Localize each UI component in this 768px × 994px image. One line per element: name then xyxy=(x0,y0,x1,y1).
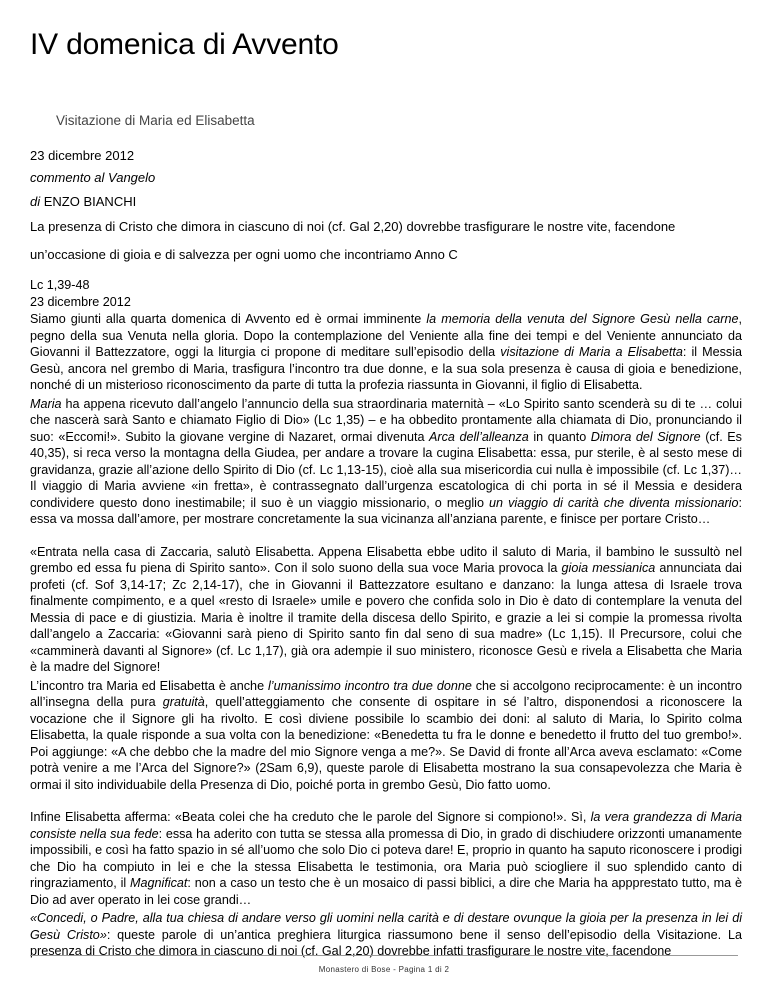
paragraph-6: «Concedi, o Padre, alla tua chiesa di andare verso gli uomini nella carità e di destare ovunque la gioia per la presenza in lei di Gesù Cristo»: queste parole di un’antica preghiera liturgica riassumono bene il senso dell’episodio della Visitazione. La presenza di Cristo che dimora in ciascuno di noi (cf. Gal 2,20) dovrebbe infatti trasfigurare le nostre vite, facendone xyxy=(30,911,742,958)
author-line xyxy=(30,194,136,209)
publication-date: 23 dicembre 2012 xyxy=(30,148,135,163)
comment-label: commento al Vangelo xyxy=(30,170,156,185)
author-prefix: di xyxy=(30,194,41,209)
paragraph-5: Infine Elisabetta afferma: «Beata colei che ha creduto che le parole del Signore si compiono!». Sì, la vera grandezza di Maria consiste nella sua fede: essa ha aderito con tutta se stessa alla promessa di Dio, in grado di dischiudere orizzonti umanamente impossibili, e così ha fatto spazio in sé all’uomo che solo Dio ci poteva dare! E, proprio in quanto ha saputo riconoscere i prodigi che Dio ha compiuto in lei e che la stessa Elisabetta le testimonia, ora Maria può sciogliere il suo splendido canto di ringraziamento, il Magnificat: non a caso un testo che è un mosaico di passi biblici, a dire che Maria ha appprestato tutto, ma è Dio ad aver operato in lei cose grandi… xyxy=(30,810,742,907)
paragraph-1: Siamo giunti alla quarta domenica di Avvento ed è ormai imminente la memoria della venuta del Signore Gesù nella carne, pegno della sua Venuta nella gloria. Dopo la contemplazione del Veniente alla fine dei tempi e del Veniente annunciato da Giovanni il Battezzatore, oggi la liturgia ci propone di meditare sull’episodio della visitazione di Maria a Elisabetta: il Messia Gesù, ancora nel grembo di Maria, trasfigura l’incontro tra due donne, e la sua sola presenza è causa di gioia e benedizione, nonché di un misterioso riconoscimento da parte di tutta la profezia riassunta in Giovanni, il figlio di Elisabetta. xyxy=(30,312,742,392)
footer-divider xyxy=(30,955,738,956)
intro-line-1: La presenza di Cristo che dimora in ciascuno di noi (cf. Gal 2,20) dovrebbe trasfigurare le nostre vite, facendone xyxy=(30,219,676,234)
page-title: IV domenica di Avvento xyxy=(30,28,339,61)
paragraph-4: L’incontro tra Maria ed Elisabetta è anche l’umanissimo incontro tra due donne che si accolgono reciprocamente: è un incontro all’insegna della pura gratuità, quell’atteggiamento che consente di ospitare in sé l’altro, disponendosi a riconoscere la vocazione che il Signore gli ha rivolto. E così diviene possibile lo scambio dei doni: al saluto di Maria, lo Spirito colma Elisabetta, la quale risponde a sua volta con la benedizione: «Benedetta tu fra le donne e benedetto il frutto del tuo grembo!». Poi aggiunge: «A che debbo che la madre del mio Signore venga a me?». Se David di fronte all’Arca aveva esclamato: «Come potrà venire a me l’Arca del Signore?» (2Sam 6,9), queste parole di Elisabetta mostrano la sua consapevolezza che Maria è ormai il sito individuabile della Presenza di Dio, poiché porta in grembo Gesù, Dio fatto uomo. xyxy=(30,678,742,792)
paragraph-2: Maria ha appena ricevuto dall’angelo l’annuncio della sua straordinaria maternità – «Lo Spirito santo scenderà su di te … colui che nascerà sarà Santo e chiamato Figlio di Dio» (Lc 1,35) – e ha obbedito prontamente alla chiamata di Dio, pronunciando il suo: «Eccomi!». Subito la giovane vergine di Nazaret, ormai divenuta Arca dell’alleanza in quanto Dimora del Signore (cf. Es 40,35), si reca verso la montagna della Giudea, per andare a trovare la cugina Elisabetta: essa, pur sterile, è al sesto mese di gravidanza, grazie all’azione dello Spirito di Dio (cf. Lc 1,13-15), cioè alla sua misericordia cui nulla è impossibile (cf. Lc 1,37)… Il viaggio di Maria avviene «in fretta», è contrassegnato dall’urgenza escatologica di chi porta in sé il Messia e desidera condividere questo dono inestimabile; il suo è un viaggio missionario, o meglio un viaggio di carità che diventa missionario: essa va mossa dall’amore, per mostrare concretamente la sua vicinanza all’anziana parente, e finisce per portare Cristo… xyxy=(30,396,742,526)
author-name: ENZO BIANCHI xyxy=(43,194,137,209)
reference-date: 23 dicembre 2012 xyxy=(30,295,131,309)
article-body xyxy=(30,311,742,962)
intro-line-2: un’occasione di gioia e di salvezza per ogni uomo che incontriamo Anno C xyxy=(30,247,458,262)
gospel-reference: Lc 1,39-48 xyxy=(30,278,90,292)
page-footer: Monastero di Bose - Pagina 1 di 2 xyxy=(318,965,450,974)
paragraph-3: «Entrata nella casa di Zaccaria, salutò Elisabetta. Appena Elisabetta ebbe udito il saluto di Maria, il bambino le sussultò nel grembo ed essa fu piena di Spirito santo». Con il solo suono della sua voce Maria provoca la gioia messianica annunciata dai profeti (cf. Sof 3,14-17; Zc 2,14-17), che in Giovanni il Battezzatore esultano e danzano: la lunga attesa di Israele trova finalmente compimento, e a quel «resto di Israele» umile e povero che confida solo in Dio è dato di contemplare la venuta del Messia di pace e di giustizia. Maria è inoltre il tramite della discesa dello Spirito, e grazie a lei si compie la promessa rivolta dall’angelo a Zaccaria: «Giovanni sarà pieno di Spirito santo fin dal seno di sua madre» (Lc 1,15). Il Precursore, colui che «camminerà davanti al Signore» (cf. Lc 1,17), già ora adempie il suo ministero, riconosce Gesù e rivela a Elisabetta che Maria è la madre del Signore! xyxy=(30,544,742,674)
page-subtitle: Visitazione di Maria ed Elisabetta xyxy=(56,113,255,128)
